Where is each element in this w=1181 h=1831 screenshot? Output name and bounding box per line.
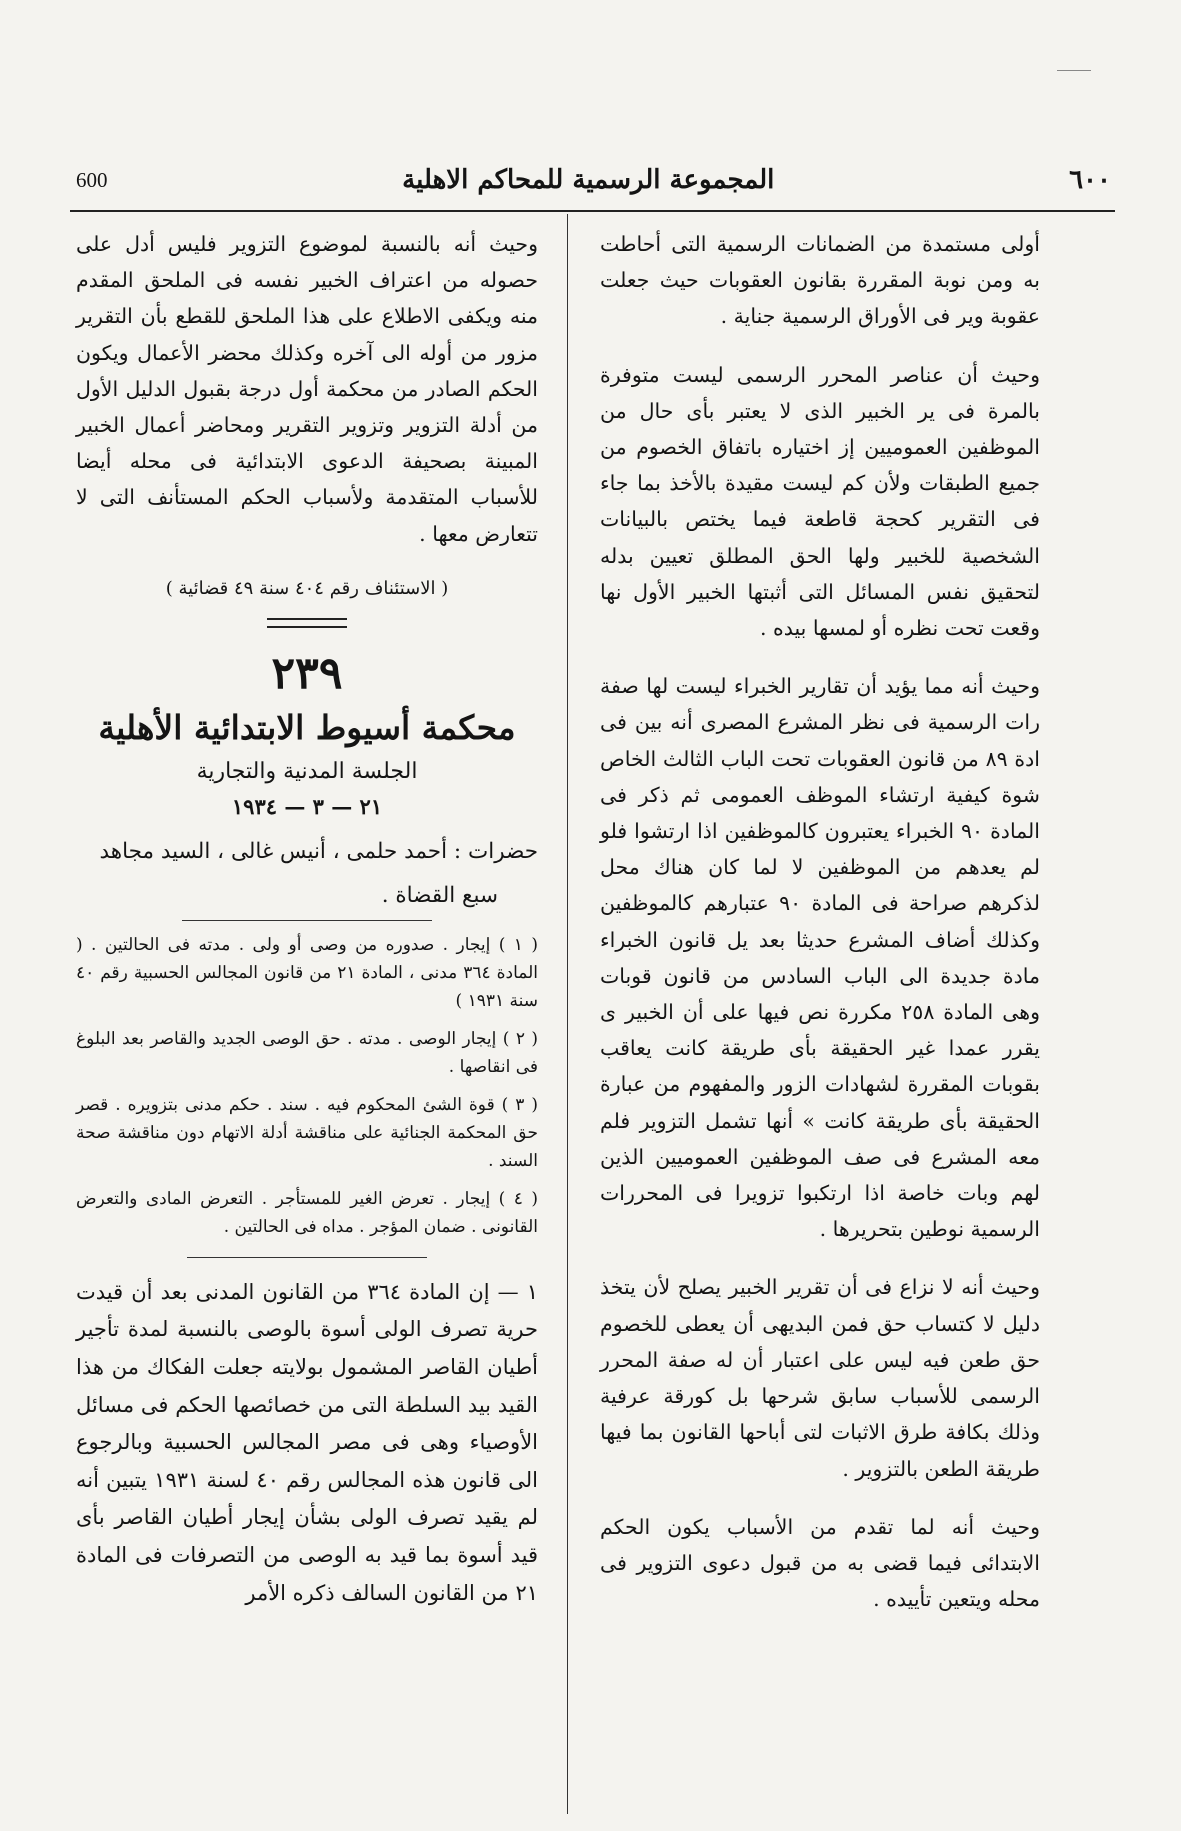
appeal-citation: ( الاستئناف رقم ٤٠٤ سنة ٤٩ قضائية ): [165, 577, 449, 599]
page-number-arabic: ٦٠٠: [1069, 165, 1111, 195]
paragraph: وحيث أنه لما تقدم من الأسباب يكون الحكم الابتدائى فيما قضى به من قبول دعوى التزوير فى محله ويتعين تأييده .: [600, 1514, 1040, 1612]
headnote: ( ٣ ) قوة الشئ المحكوم فيه . سند . حكم مدنى بتزويره . قصر حق المحكمة الجنائية على مناقشة أدلة الاتهام دون مناقشة صحة السند .: [76, 1094, 538, 1171]
paragraph: أولى مستمدة من الضمانات الرسمية التى أحاطت به ومن نوبة المقررة بقانون العقوبات حيث جعلت عقوبة وير فى الأوراق الرسمية جناية .: [600, 232, 1040, 329]
paragraph: وحيث أنه لا نزاع فى أن تقرير الخبير يصلح لأن يتخذ دليل لا كتساب حق فمن البديهى أن يعطى للخصوم حق طعن فيه ليس على اعتبار أن له صفة المحرر الرسمى للأسباب سابق شرحها بل كورقة عرفية وذلك بكافة طرق الاثبات لتى أباحها القانون بما فيها طريقة الطعن بالتزوير .: [600, 1275, 1040, 1481]
journal-title: المجموعة الرسمية للمحاكم الاهلية: [402, 165, 775, 195]
headnote: ( ٢ ) إيجار الوصى . مدته . حق الوصى الجديد والقاصر بعد البلوغ فى انقاصها .: [76, 1028, 538, 1077]
legal-principle: ١ — إن المادة ٣٦٤ من القانون المدنى بعد أن قيدت حرية تصرف الولى أسوة بالوصى بالنسبة لمدة تأجير أطيان القاصر المشمول بولايته جعلت الفكاك من هذا القيد بيد السلطة التى من خصائصها الحكم فى مسائل الأوصياء وهى فى مصر المجالس الحسبية وبالرجوع الى قانون هذه المجالس رقم ٤٠ لسنة ١٩٣١ يتبين أنه لم يقيد تصرف الولى بشأن إيجار أطيان القاصر بأى قيد أسوة بما قيد به الوصى من التصرفات فى المادة ٢١ من القانون السالف ذكره الأمر: [76, 1279, 538, 1605]
judges-tail: سبع القضاة .: [381, 882, 498, 908]
case-number: ٢٣٩: [271, 647, 343, 699]
judges-list: حضرات : أحمد حلمى ، أنيس غالى ، السيد مجاهد: [99, 838, 538, 864]
double-rule: [267, 618, 347, 628]
left-column: [76, 226, 538, 1634]
paragraph: وحيث أنه بالنسبة لموضوع التزوير فليس أدل على حصوله من اعتراف الخبير نفسه فى الملحق المقدم منه ويكفى الاطلاع على هذا الملحق للقطع بأن التقرير مزور من أوله الى آخره وكذلك محضر الأعمال ويكون الحكم الصادر من محكمة أول درجة بقبول الدليل الأول من أدلة التزوير وتزوير التقرير ومحاضر أعمال الخبير المبينة بصحيفة الدعوى الابتدائية فى محله أيضا للأسباب المتقدمة ولأسباب الحكم المستأنف التى لا تتعارض معها .: [76, 232, 538, 546]
paragraph: وحيث أن عناصر المحرر الرسمى ليست متوفرة بالمرة فى ير الخبير الذى لا يعتبر بأى حال من الموظفين العموميين إز اختياره باتفاق الخصوم من جميع الطبقات ولأن كم ليست مقيدة بالأخذ بما جاء فى التقرير كحجة قاطعة فيما يختص بالبيانات الشخصية للخبير ولها الحق المطلق تعيين بدله لتحقيق نفس المسائل التى أثبتها الخبير الأول نها وقعت تحت نظره أو لمسها بيده .: [600, 362, 1040, 641]
header-rule: [70, 210, 1115, 212]
page-header: [76, 158, 1111, 202]
paragraph: وحيث أنه مما يؤيد أن تقارير الخبراء ليست لها صفة رات الرسمية فى نظر المشرع المصرى أنه بين فى ادة ٨٩ من قانون العقوبات تحت الباب الثالث الخاص شوة كيفية ارتشاء الموظف العمومى ثم ذكر فى المادة ٩٠ الخبراء يعتبرون كالموظفين اذا ارتشوا فلو لم يعدهم من الموظفين لا لما كان هناك محل لذكرهم صراحة فى المادة ٩٠ عتبارهم كالموظفين وكذلك أضاف المشرع حديثا بعد يل قانون الخبراء مادة جديدة الى الباب السادس من قانون قوبات وهى المادة ٢٥٨ مكررة نص فيها على أن الخبير ى يقرر عمدا غير الحقيقة بأى طريقة كانت يعاقب بقوبات المقررة لشهادات الزور والمفهوم من عبارة الحقيقة بأى طريقة كانت » أنها تشمل التزوير فلم معه المشرع فى صف الموظفين العموميين الذين لهم وبات خاصة اذا ارتكبوا تزويرا فى المحررات الرسمية نوطين بتحريرها .: [600, 674, 1040, 1242]
headnotes: [76, 931, 538, 1241]
headnotes-rule-top: [182, 920, 432, 921]
headnote: ( ١ ) إيجار . صدوره من وصى أو ولى . مدته فى الحالتين . ( المادة ٣٦٤ مدنى ، المادة ٢١ من قانون المجالس الحسبية رقم ٤٠ سنة ١٩٣١ ): [76, 934, 539, 1011]
court-name: محكمة أسيوط الابتدائية الأهلية: [98, 707, 516, 747]
session-name: الجلسة المدنية والتجارية: [196, 758, 418, 784]
headnotes-rule-bottom: [187, 1257, 427, 1258]
column-divider: [567, 214, 568, 1814]
session-date: ٢١ — ٣ — ١٩٣٤: [231, 793, 383, 819]
right-column: [600, 226, 1040, 1639]
top-edge-mark: [1057, 70, 1091, 71]
headnote: ( ٤ ) إيجار . تعرض الغير للمستأجر . التعرض المادى والتعرض القانونى . ضمان المؤجر . مداه فى الحالتين .: [76, 1188, 538, 1237]
page-number-latin: 600: [76, 167, 108, 192]
